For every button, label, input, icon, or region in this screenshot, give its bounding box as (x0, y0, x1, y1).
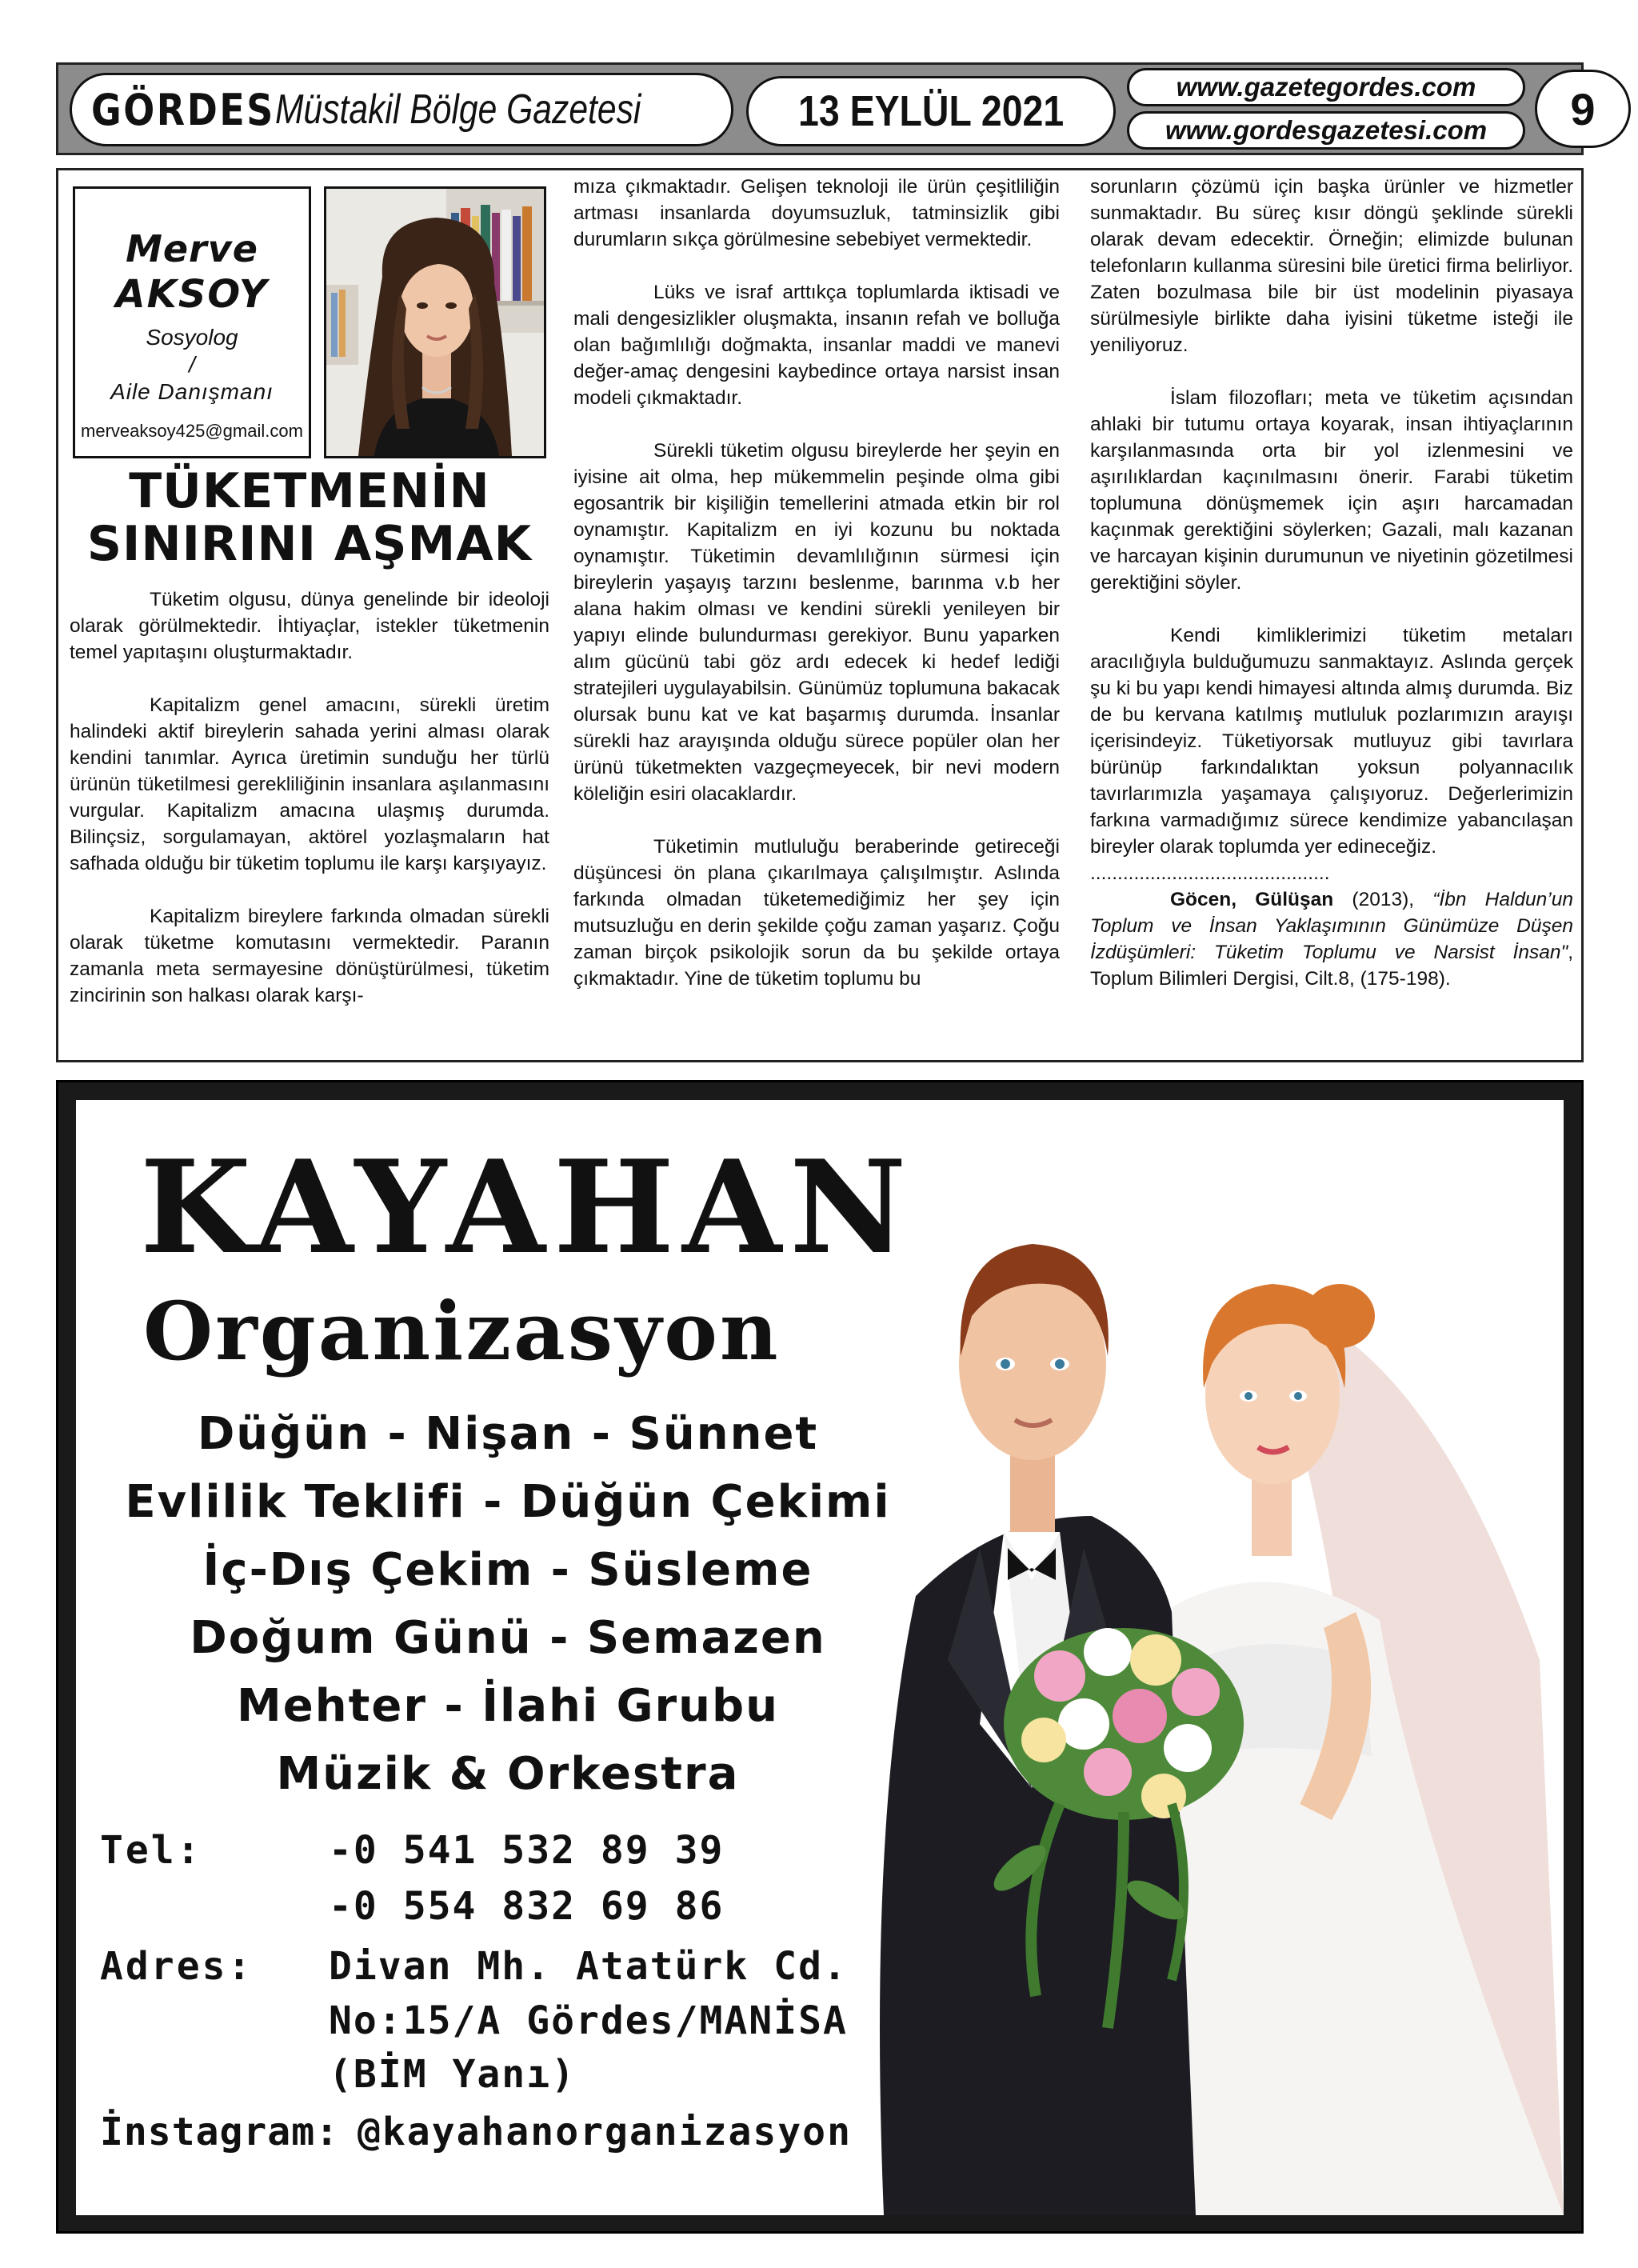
author-portrait-image (326, 189, 544, 456)
author-first-name: Merve (126, 227, 258, 270)
paragraph: Kapitalizm genel amacını, sürekli üretim halindeki aktif bireylerin sahada yerini alması olarak kendini tanımlar. Ayrıca üretimin sunduğu her türlü ürünün tüketilmesi gerekliliğinin insanlara aşılanmasını vurgular. Kapitalizm amacına ulaşmış durumda. Bilinçsiz, sorgulamayan, aktörel yozlaşmaların hat safhada olduğu bir tüketim toplumu ile karşı karşıyayız. (70, 694, 549, 874)
author-photo (324, 186, 546, 458)
ad-instagram-label: İnstagram: (100, 2110, 339, 2154)
website-pill-1 (1127, 68, 1525, 106)
issue-date: 13 EYLÜL 2021 (797, 87, 1065, 135)
paragraph: Sürekli tüketim olgusu bireylerde her şeyin en iyisine ait olma, hep mükemmelin peşinde olma gibi egosantrik bir kişiliğin temellerini atmada etkin bir rol oynamıştır. Kapitalizm en iyi kozunu bu noktada oynamıştır. Tüketimin devamlılığının sürmesi için bireylerin yaşayış tarzını beslenme, barınma v.b her alana hakim olması ve kendini sürekli yenileyen bir yapıyı elinde bulundurması gerekiyor. Bunu yaparken alım gücünü tabi göz ardı edecek ki hedef lediği stratejileri uygulayabilsin. Günümüz toplumuna bakacak olursak bunu kat ve kat başarmış durumda. İnsanlar sürekli haz arayışında olduğu sürece popüler olan her ürünü tüketmekten vazgeçmeyecek, bir nevi modern köleliğin esiri olacaklardır. (573, 440, 1060, 805)
website-1[interactable]: www.gazetegordes.com (1176, 72, 1476, 102)
ad-address-line-1: Divan Mh. Atatürk Cd. (329, 1944, 848, 1989)
reference (1090, 886, 1573, 992)
paragraph: Kendi kimliklerimizi tüketim metaları aracılığıyla bulduğumuzu sanmaktayız. Aslında gerçek şu ki bu yapı kendi himayesi altında almış durumda. Biz de bu kervana katılmış mutluluk pozlarımızın arayışı içerisindeyiz. Tüketiyorsak mutluyuz gibi tavırlara bürünüp farkındalıktan yoksun polyannacılık tavırlarımızla yaşamaya çalışıyoruz. Değerlerimizin farkına varmadığımız sürece kendimize yabancılaşan bireyler olarak toplumda yer edineceğiz. (1090, 625, 1573, 858)
ad-company-subtitle: Organizasyon (143, 1284, 781, 1378)
paragraph: Tüketim olgusu, dünya genelinde bir ideoloji olarak görülmektedir. İhtiyaçlar, istekler tüketmenin temel yapıtaşını oluşturmaktadır. (70, 589, 549, 663)
ad-service-line: Müzik & Orkestra (276, 1748, 740, 1800)
reference-year: (2013), (1333, 889, 1433, 910)
author-role-separator: / (189, 352, 195, 377)
article-column-2 (573, 174, 1060, 1018)
website-pill-2 (1127, 111, 1525, 150)
article-box (56, 168, 1584, 1062)
ad-instagram-handle[interactable]: @kayahanorganizasyon (358, 2110, 852, 2154)
reference-separator: ............................................ (1090, 862, 1330, 884)
paragraph: İslam filozofları; meta ve tüketim açısından ahlaki bir tutumu ortaya koyarak, insan ihtiyaçlarının karşılanmasında orta bir yol izlenmesini ve aşırılıklardan kaçınılmasını önerir. Farabi tüketim toplumuna dönüşmemek için aşırı harcamadan kaçınmak gerektiğini söylerken; Gazali, malı kazanan ve harcayan kişinin durumunun ve niyetinin gözetilmesi gerektiğini söyler. (1090, 387, 1573, 594)
ad-address-line-3: (BİM Yanı) (329, 2052, 576, 2097)
brand-pill (70, 73, 733, 146)
ad-service-line: Doğum Günü - Semazen (190, 1612, 826, 1664)
author-last-name: AKSOY (115, 272, 269, 317)
ad-company-name: KAYAHAN (140, 1132, 915, 1282)
article-title-line-2: SINIRINI AŞMAK (86, 516, 533, 572)
author-box (73, 186, 311, 458)
paragraph: Lüks ve israf arttıkça toplumlarda iktisadi ve mali dengesizlikler oluşmakta, insanın refah ve bolluğa olan bağımlılığı doğmakta, insanlar maddi ve manevi değer-amaç dengesini kaybedince ortaya narsist insan modeli çıkmaktadır. (573, 282, 1060, 409)
advertisement-panel (76, 1100, 1564, 2215)
page-number: 9 (1570, 83, 1596, 134)
article-title-line-1: TÜKETMENİN (129, 463, 490, 519)
reference-source: , Toplum Bilimleri Dergisi, Cilt.8, (175-198). (1090, 942, 1573, 990)
article-column-1 (70, 586, 549, 1035)
newspaper-name: GÖRDES (91, 84, 275, 135)
article-column-3 (1090, 174, 1573, 992)
paragraph: mıza çıkmaktadır. Gelişen teknoloji ile ürün çeşitliliğin artması insanlarda doyumsuzluk, tatminsizlik gibi durumların sıkça görülmesine sebebiyet vermektedir. (573, 176, 1060, 250)
ad-address-line-2: No:15/A Gördes/MANİSA (329, 1998, 848, 2043)
newspaper-subtitle: Müstakil Bölge Gazetesi (275, 86, 641, 133)
reference-title: “İbn Haldun’un Toplum ve İnsan Yaklaşımının Günümüze Düşen İzdüşümleri: Tüketim Toplumu ve Narsist İnsan" (1090, 889, 1573, 963)
newspaper-header (56, 62, 1596, 155)
ad-address-label: Adres: (100, 1944, 254, 1989)
author-role: Sosyolog (146, 325, 238, 350)
ad-service-line: Düğün - Nişan - Sünnet (197, 1408, 819, 1460)
author-email[interactable]: merveaksoy425@gmail.com (81, 421, 303, 441)
article-title (70, 465, 549, 570)
ad-service-line: Mehter - İlahi Grubu (237, 1680, 779, 1732)
website-2[interactable]: www.gordesgazetesi.com (1165, 115, 1488, 145)
reference-author: Göcen, Gülüşan (1170, 889, 1334, 910)
paragraph: Kapitalizm bireylere farkında olmadan sürekli olarak tüketme komutasını vermektedir. Paranın zamanla meta sermayesine dönüştürülmesi, tüketim zincirinin son halkası olarak karşı- (70, 906, 549, 1006)
author-role-2: Aile Danışmanı (110, 379, 274, 404)
issue-date-pill (746, 76, 1116, 146)
ad-service-line: İç-Dış Çekim - Süsleme (202, 1544, 813, 1596)
ad-phone-1[interactable]: -0 541 532 89 39 (329, 1828, 725, 1873)
ad-service-line: Evlilik Teklifi - Düğün Çekimi (125, 1476, 891, 1528)
ad-tel-label: Tel: (100, 1828, 202, 1873)
page-number-pill (1535, 70, 1631, 148)
paragraph: sorunların çözümü için başka ürünler ve hizmetler sunmaktadır. Bu süreç kısır döngü şeklinde sürekli olarak devam edecektir. Örneğin; elimizde bulunan telefonların kullanma süresini bile üretici firma belirliyor. Zaten bozulmasa bile bir üst modelinin piyasaya sürülmesiyle birlikte daha iyisini tüketme isteği ile yeniliyoruz. (1090, 176, 1573, 356)
paragraph: Tüketimin mutluluğu beraberinde getireceği düşüncesi ön plana çıkarılmaya çalışılmıştır. Aslında farkında olmadan tüketemediğimiz her şey için mutsuzluğu en derin şekilde çoğu zaman yaşarız. Çoğu zaman birçok psikolojik sorun da bu şekilde ortaya çıkmaktadır. Yine de tüketim toplumu bu (573, 836, 1060, 990)
advertisement (56, 1080, 1584, 2234)
wedding-couple-illustration (820, 1100, 1564, 2215)
ad-phone-2[interactable]: -0 554 832 69 86 (329, 1884, 725, 1929)
